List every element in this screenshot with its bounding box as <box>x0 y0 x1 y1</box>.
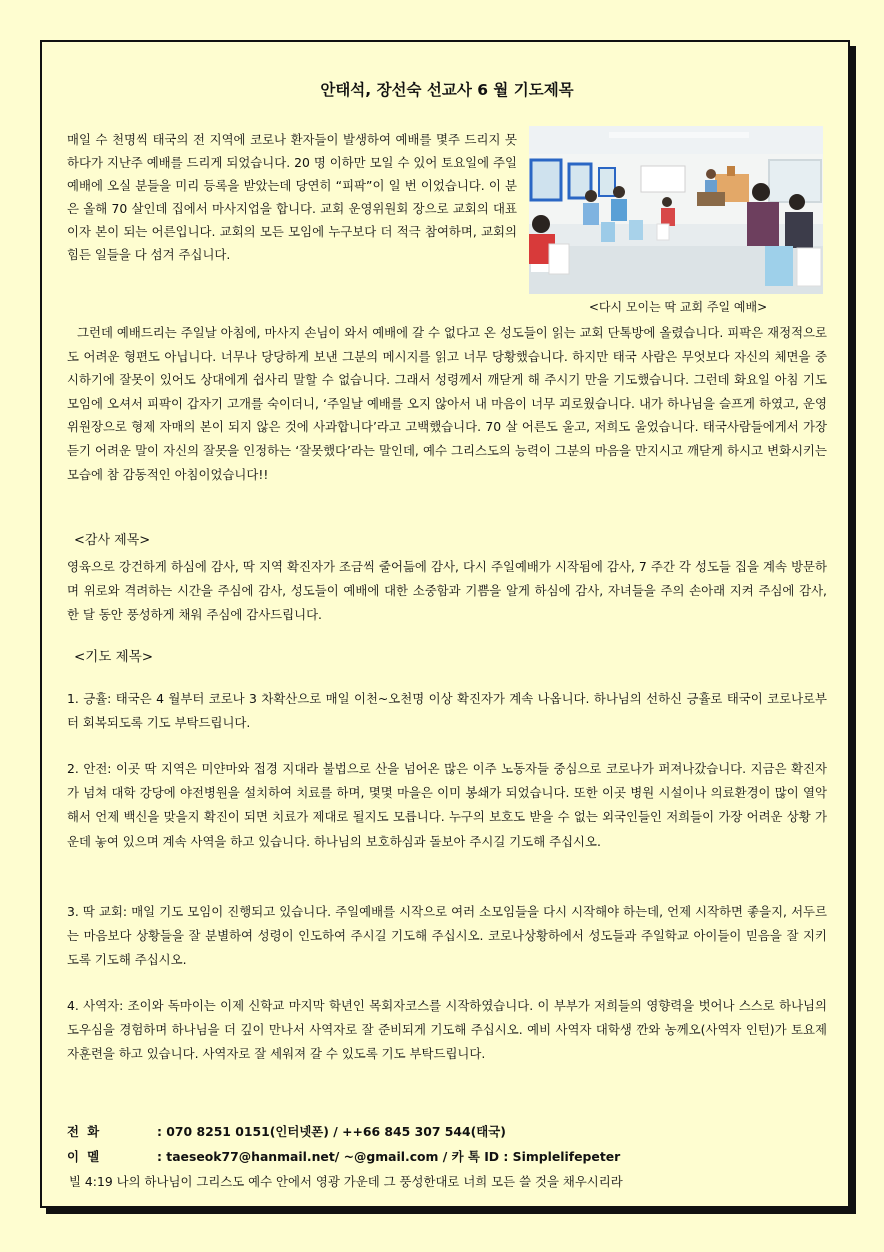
page-title: 안태석, 장선숙 선교사 6 월 기도제목 <box>320 81 574 99</box>
phone-value: : 070 8251 0151(인터넷폰) / ++66 845 307 544(태국) <box>157 1124 506 1139</box>
church-photo <box>529 126 823 294</box>
email-label: 이 멜 <box>67 1149 102 1164</box>
intro-paragraph: 매일 수 천명씩 태국의 전 지역에 코로나 환자들이 발생하여 예배를 몇주 드리지 못하다가 지난주 예배를 드리게 되었습니다. 20 명 이하만 모일 수 있어 토요일에 주일 예배에 오실 분들을 미리 등록을 받았는데 당연히 “피팍”이 일 번 이었습니다. 이 분은 올해 70 살인데 집에서 마사지업을 합니다. 교회 운영위원회 장으로 교회의 대표이자 본이 되는 어른입니다. 교회의 모든 모임에 누구보다 더 적극 참여하며, 교회의 힘든 일들을 다 섬겨 주십니다. <box>67 132 517 262</box>
thanks-heading: <감사 제목> <box>74 533 151 548</box>
bible-verse: 빌 4:19 나의 하나님이 그리스도 예수 안에서 영광 가운데 그 풍성한대로 너희 모든 쓸 것을 채우시리라 <box>69 1174 623 1189</box>
document-frame <box>40 40 850 1208</box>
prayer-heading: <기도 제목> <box>74 649 154 665</box>
prayer-item-4: 4. 사역자: 조이와 독마이는 이제 신학교 마지막 학년인 목회자코스를 시작하였습니다. 이 부부가 저희들의 영향력을 벗어나 스스로 하나님의 도우심을 경험하며 하나님을 더 깊이 만나서 사역자로 잘 준비되게 기도해 주십시오. 예비 사역자 대학생 깐와 농께오(사역자 인턴)가 토요제자훈련을 하고 있습니다. 사역자로 잘 세워져 갈 수 있도록 기도 부탁드립니다. <box>67 998 827 1062</box>
contact-phone <box>67 1122 506 1140</box>
story-paragraph: 그런데 예배드리는 주일날 아침에, 마사지 손님이 와서 예배에 갈 수 없다고 온 성도들이 읽는 교회 단톡방에 올렸습니다. 피팍은 재정적으로도 어려운 형편도 아닙니다. 너무나 당당하게 보낸 그분의 메시지를 읽고 너무 당황했습니다. 하지만 태국 사람은 무엇보다 자신의 체면을 중시하기에 잘못이 있어도 상대에게 쉽사리 말할 수 없습니다. 그래서 성령께서 깨닫게 해 주시기 만을 기도했습니다. 그런데 화요일 아침 기도 모임에 오셔서 피팍이 갑자기 고개를 숙이더니, ‘주일날 예배를 오지 않아서 내 마음이 너무 괴로웠습니다. 내가 하나님을 슬프게 하였고, 운영위원장으로 형제 자매의 본이 되지 않은 것에 사과합니다’라고 고백했습니다. 70 살 어른도 울고, 저희도 울었습니다. 태국사람들에게서 가장 듣기 어려운 말이 자신의 잘못을 인정하는 ‘잘못했다’라는 말인데, 예수 그리스도의 능력이 그분의 마음을 만지시고 깨닫게 하시고 변화시키는 모습에 참 감동적인 아침이었습니다!! <box>67 325 827 482</box>
prayer-item-1: 1. 긍휼: 태국은 4 월부터 코로나 3 차확산으로 매일 이천~오천명 이상 확진자가 계속 나옵니다. 하나님의 선하신 긍휼로 태국이 코로나로부터 회복되도록 기도 부탁드립니다. <box>67 691 827 731</box>
phone-label: 전 화 <box>67 1124 102 1139</box>
email-value: : taeseok77@hanmail.net/ ~@gmail.com / 카 톡 ID : Simplelifepeter <box>157 1149 621 1164</box>
prayer-item-3: 3. 딱 교회: 매일 기도 모임이 진행되고 있습니다. 주일예배를 시작으로 여러 소모임들을 다시 시작해야 하는데, 언제 시작하면 좋을지, 서두르는 마음보다 상황들을 잘 분별하여 성령이 인도하여 주시길 기도해 주십시오. 코로나상황하에서 성도들과 주일학교 아이들이 믿음을 잘 지키도록 기도해 주십시오. <box>67 904 827 968</box>
thanks-paragraph: 영육으로 강건하게 하심에 감사, 딱 지역 확진자가 조금씩 줄어듦에 감사, 다시 주일예배가 시작됨에 감사, 7 주간 각 성도들 집을 계속 방문하며 위로와 격려하는 시간을 주심에 감사, 성도들이 예배에 대한 소중함과 기쁨을 알게 하심에 감사, 자녀들을 주의 손아래 지켜 주심에 감사, 한 달 동안 풍성하게 채워 주심에 감사드립니다. <box>67 559 827 622</box>
photo-caption: <다시 모이는 딱 교회 주일 예배> <box>588 300 768 314</box>
contact-email <box>67 1147 620 1165</box>
prayer-item-2: 2. 안전: 이곳 딱 지역은 미얀마와 접경 지대라 불법으로 산을 넘어온 많은 이주 노동자들 중심으로 코로나가 퍼져나갔습니다. 지금은 확진자가 넘쳐 대학 강당에 야전병원을 설치하여 치료를 하며, 몇몇 마을은 이미 봉쇄가 되었습니다. 또한 이곳 병원 시설이나 의료환경이 많이 열악해서 언제 백신을 맞을지 확진이 되면 치료가 제대로 될지도 모릅니다. 누구의 보호도 받을 수 없는 외국인들인 저희들이 가장 어려운 상황 가운데 놓여 있으며 계속 사역을 하고 있습니다. 하나님의 보호하심과 돌보아 주시길 기도해 주십시오. <box>67 761 827 849</box>
